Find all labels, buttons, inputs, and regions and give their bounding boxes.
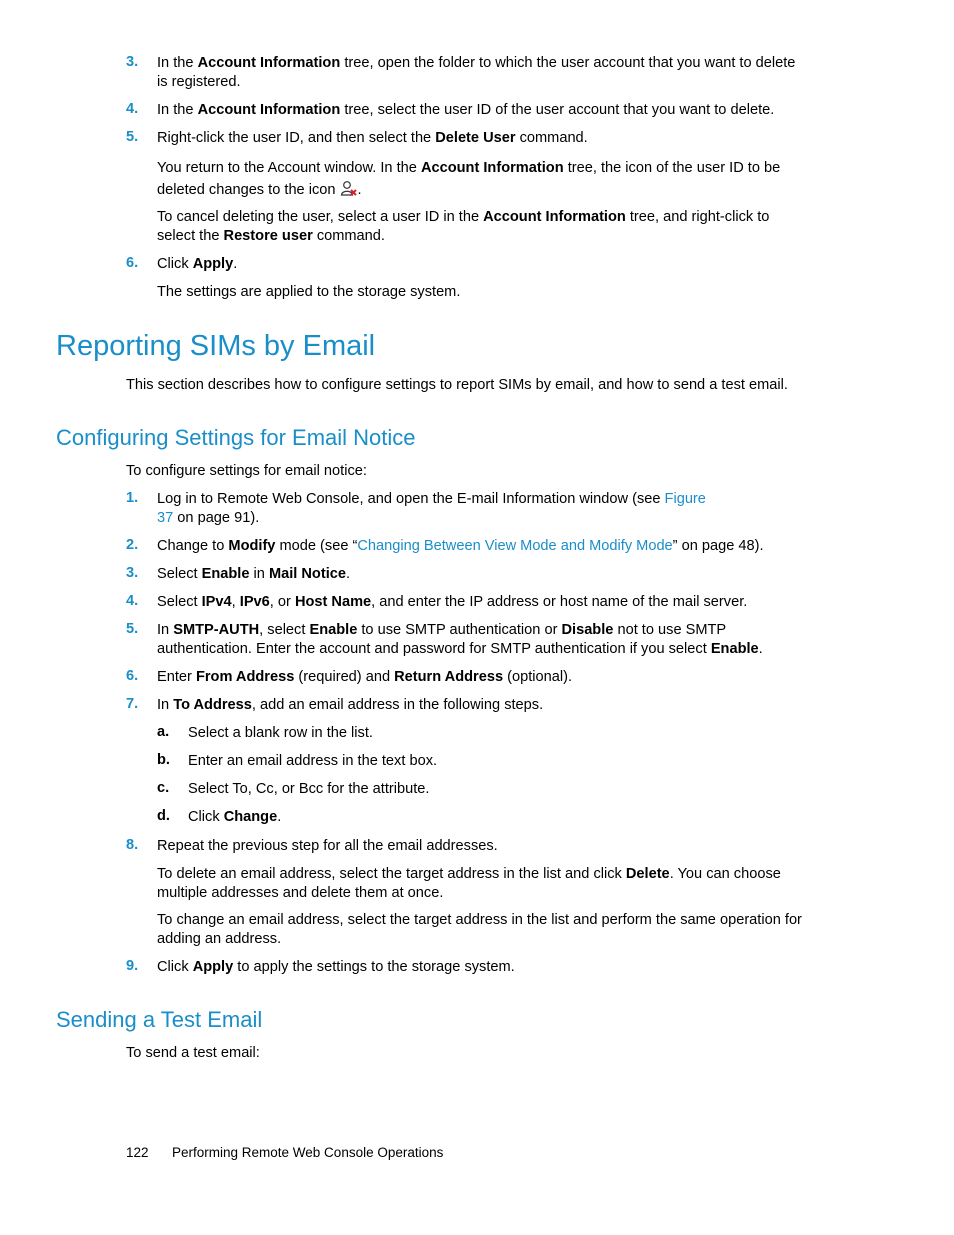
step-number: 1. [126,490,139,506]
step-number: 3. [126,54,139,70]
step-number: 6. [126,668,139,684]
substep-label: b. [157,752,170,768]
step-number: 2. [126,537,139,553]
substep-label: a. [157,724,170,740]
step-number: 8. [126,837,139,853]
step-number: 5. [126,621,139,637]
figure-link[interactable]: Figure [664,491,706,507]
step-number: 4. [126,593,139,609]
step-number: 3. [126,565,139,581]
substep-label: c. [157,780,170,796]
user-deleted-icon [340,180,358,196]
subsection-title-config: Configuring Settings for Email Notice [56,425,416,450]
step-5-note-2: To cancel deleting the user, select a user ID in the Account Information tree, and right-click to select the Restore user command. [157,209,770,244]
view-mode-link[interactable]: Changing Between View Mode and Modify Mode [357,538,673,554]
step-number: 7. [126,696,139,712]
subsection-title-test: Sending a Test Email [56,1007,263,1032]
substep-label: d. [157,808,170,824]
step-number: 6. [126,255,139,271]
footer-title: Performing Remote Web Console Operations [172,1145,444,1160]
figure-number-link[interactable]: 37 [157,510,174,526]
section-intro: This section describes how to configure settings to report SIMs by email, and how to send a test email. [126,377,788,393]
step-8-note-2: To change an email address, select the target address in the list and perform the same operation for adding an address. [157,912,802,947]
test-lead: To send a test email: [126,1045,260,1061]
step-number: 9. [126,958,139,974]
step-number: 4. [126,101,139,117]
step-8-note-1: To delete an email address, select the target address in the list and click Delete. You can choose multiple addresses and delete them at once. [157,866,781,901]
config-lead: To configure settings for email notice: [126,463,367,479]
step-number: 5. [126,129,139,145]
step-6-note: The settings are applied to the storage system. [157,284,461,300]
page-number: 122 [126,1145,149,1160]
section-title: Reporting SIMs by Email [56,330,376,362]
step-5-note-1: You return to the Account window. In the Account Information tree, the icon of the user ID to be deleted changes to the icon . [157,160,781,198]
